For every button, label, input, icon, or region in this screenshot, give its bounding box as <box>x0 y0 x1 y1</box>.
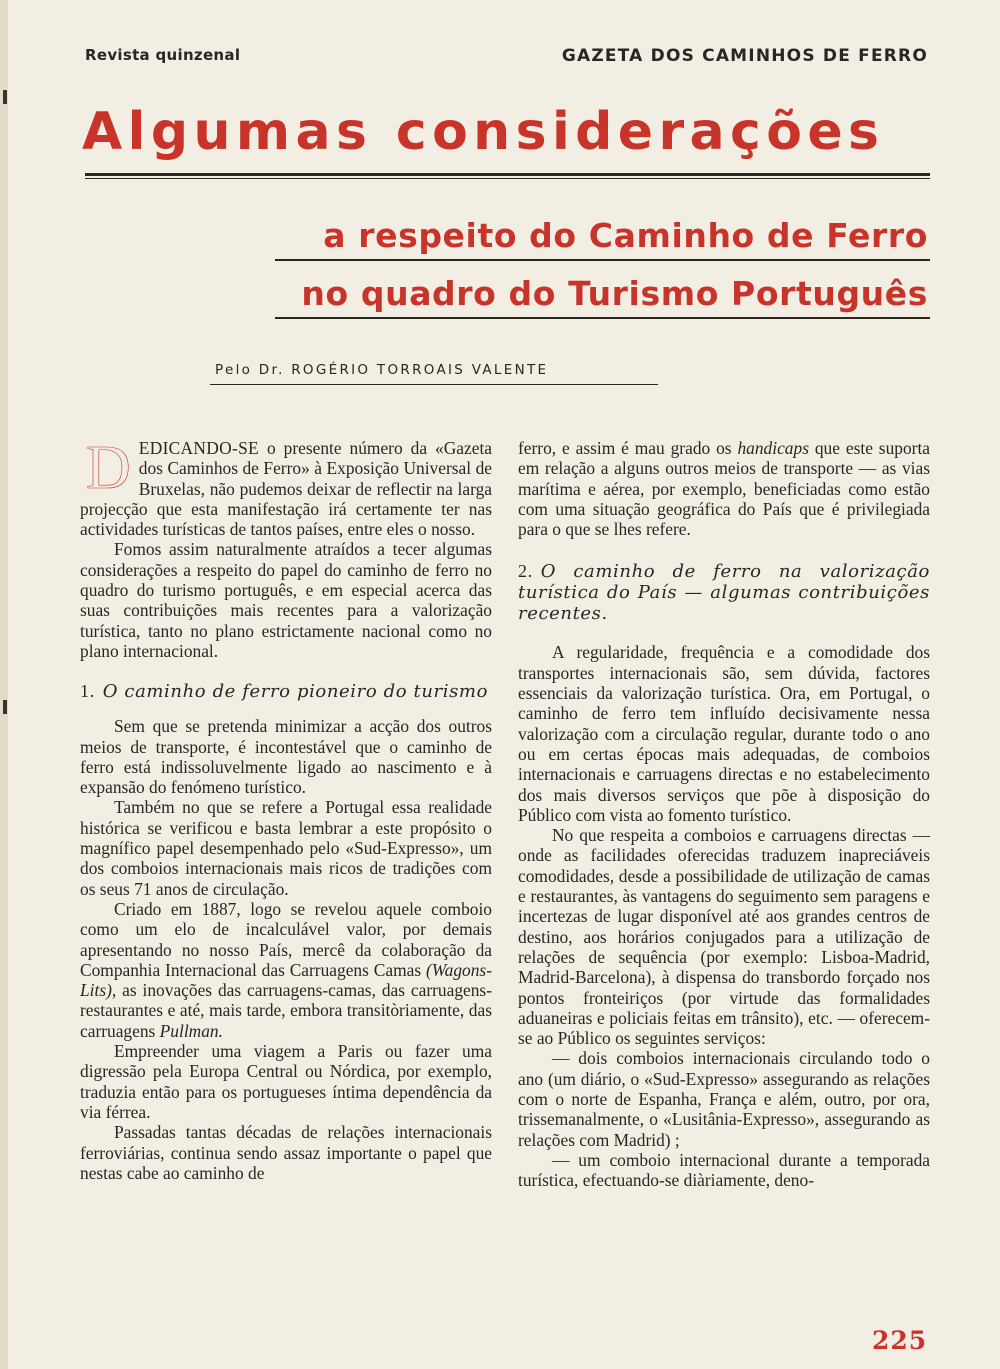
byline: Pelo Dr. ROGÉRIO TORROAIS VALENTE <box>215 362 549 378</box>
header-right: GAZETA DOS CAMINHOS DE FERRO <box>561 46 928 66</box>
paragraph: Fomos assim naturalmente atraídos a tecer algumas considerações a respeito do papel do caminho de ferro no quadro do turismo português, e em especial acerca das suas contribuições mais recentes para a valorização turística, tanto no plano estrictamente nacional como no plano internacional. <box>80 539 492 661</box>
paragraph: — dois comboios internacionais circulando todo o ano (um diário, o «Sud-Expresso» assegurando as relações com o norte de Espanha, França e além, outro, por ora, trissemanalmente, o «Lusitânia-Expresso», assegurando as relações com Madrid) ; <box>518 1048 930 1150</box>
drop-cap: D <box>86 434 131 502</box>
section-title: O caminho de ferro pioneiro do turismo <box>102 681 489 703</box>
paragraph: No que respeita a comboios e carruagens directas — onde as facilidades oferecidas traduzem inapreciáveis comodidades, desde a possibilidade de utilização de camas e restaurantes, às vantagens do seguimento sem paragens e incertezas de lugar disponível até aos grandes centros de destino, aos horários conjugados para a utilização de relações de sequência (por exemplo: Lisboa-Madrid, Madrid-Barcelona), à dispensa do transbordo forçado nos pontos fronteiriços (por virtude das formalidades aduaneiras e policiais feitas em trânsito), etc. — oferecem-se ao Público os seguintes serviços: <box>518 825 930 1049</box>
subtitle-line-1: a respeito do Caminho de Ferro <box>323 216 928 255</box>
page-edge <box>0 0 8 1369</box>
paragraph <box>80 899 492 1041</box>
edge-mark <box>3 700 7 714</box>
paragraph: Sem que se pretenda minimizar a acção dos outros meios de transporte, é incontestável que o caminho de ferro está indissoluvelmente ligado ao nascimento e à expansão do fenómeno turístico. <box>80 716 492 798</box>
intro-text: o presente número da «Gazeta dos Caminhos de Ferro» à Exposição Universal de Bruxelas, não pudemos deixar de reflectir na larga projecção que esta manifestação irá certamente ter nas actividades turísticas de tantos países, entre eles o nosso. <box>80 438 492 540</box>
title-rule <box>85 173 930 176</box>
text-run: ferro, e assim é mau grado os <box>518 438 738 458</box>
subtitle-line-2: no quadro do Turismo Português <box>301 274 928 313</box>
page-number: 225 <box>872 1326 928 1355</box>
paragraph: — um comboio internacional durante a temporada turística, efectuando-se diàriamente, deno- <box>518 1149 930 1191</box>
right-column <box>518 438 930 1191</box>
edge-mark <box>3 90 7 104</box>
paragraph: Passadas tantas décadas de relações internacionais ferroviárias, continua sendo assaz importante o papel que nestas cabe ao caminho de <box>80 1122 492 1183</box>
text-run: que este suporta em relação a alguns outros meios de transporte — as vias marítima e aérea, por exemplo, beneficiadas como estão com uma situação geográfica do País que é privilegiada para o que se lhes refere. <box>518 438 930 540</box>
italic-run: (Wagons-Lits), <box>80 959 492 1001</box>
subtitle-rule-2 <box>275 317 930 319</box>
section-heading-2 <box>518 561 930 624</box>
article-title: Algumas considerações <box>82 102 885 162</box>
paragraph: Empreender uma viagem a Paris ou fazer uma digressão pela Europa Central ou Nórdica, por exemplo, traduzia então para os portugueses íntima dependência da via férrea. <box>80 1041 492 1122</box>
text-run: as inovações das carruagens-camas, das carruagens-restaurantes e até, mais tarde, embora transitòriamente, das carruagens <box>80 980 492 1041</box>
paragraph <box>518 438 930 539</box>
italic-run: handicaps <box>737 438 809 458</box>
text-run: Criado em 1887, logo se revelou aquele comboio como um elo de incalculável valor, por demais apresentando no nosso País, mercê da colaboração da Companhia Internacional das Carruagens Camas <box>80 898 492 980</box>
paragraph: Também no que se refere a Portugal essa realidade histórica se verificou e basta lembrar a este propósito o magnífico papel desempenhado pelo «Sud-Expresso», um dos comboios internacionais mais ricos de tradições com os seus 71 anos de circulação. <box>80 797 492 899</box>
section-number: 1. <box>80 681 95 702</box>
header-left: Revista quinzenal <box>85 46 241 64</box>
subtitle-rule-1 <box>275 259 930 261</box>
intro-caps: EDICANDO-SE <box>138 438 259 458</box>
title-rule-thin <box>85 178 930 179</box>
intro-paragraph <box>80 434 492 540</box>
italic-run: Pullman. <box>159 1020 223 1041</box>
section-title: O caminho de ferro na valorização turística do País — algumas contribuições recentes. <box>518 561 930 625</box>
section-heading-1 <box>80 681 492 702</box>
paragraph: A regularidade, frequência e a comodidade dos transportes internacionais são, sem dúvida, factores essenciais da valorização turística. Ora, em Portugal, o caminho de ferro tem influído decisivamente nessa valorização com a circulação regular, durante todo o ano ou em certas épocas mais adequadas, de comboios internacionais e carruagens directas e no estabelecimento dos mais diversos serviços que põe à disposição do Público com vista ao fomento turístico. <box>518 642 930 825</box>
byline-rule <box>210 384 658 385</box>
section-number: 2. <box>518 561 533 582</box>
left-column <box>80 434 492 1183</box>
